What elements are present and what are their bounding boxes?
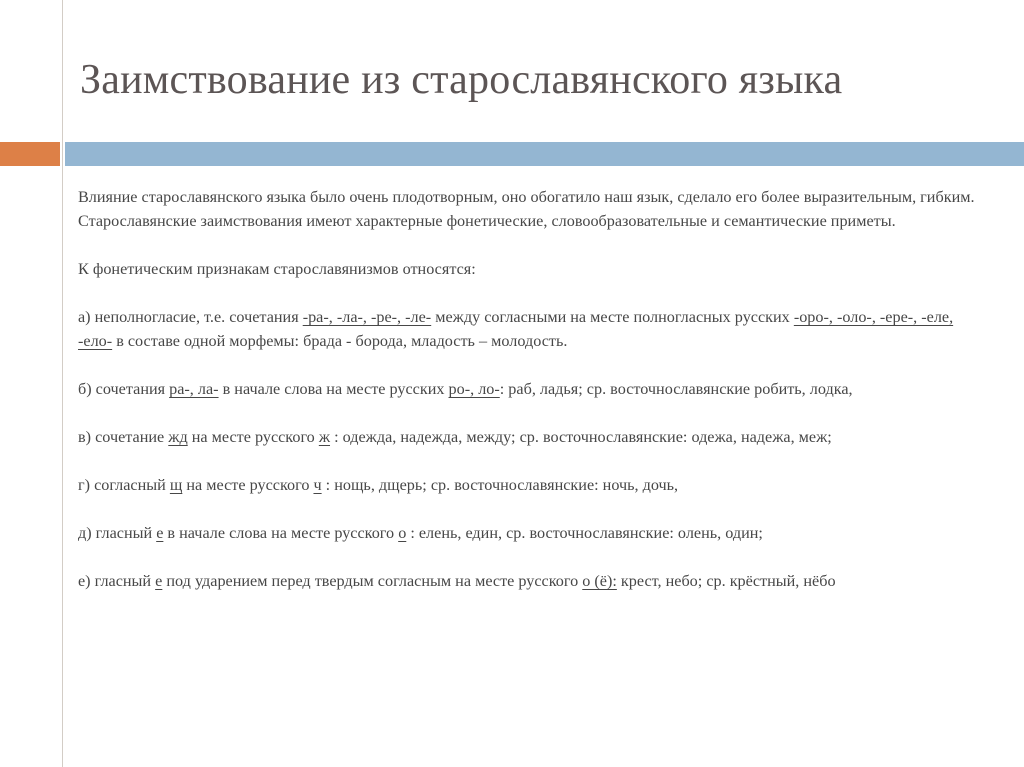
item-v-text: : одежда, надежда, между; ср. восточнославянские: одежа, надежа, меж; [330, 428, 832, 446]
item-d-underlined-1: е [156, 524, 164, 542]
lead-paragraph: К фонетическим признакам старославянизмов относятся: [78, 260, 476, 278]
accent-band-blue [65, 142, 1024, 166]
item-d-text: : елень, един, ср. восточнославянские: олень, один; [406, 524, 763, 542]
item-a-underlined-1: -ра-, -ла-, -ре-, -ле- [302, 308, 432, 326]
item-b-underlined-1: ра-, ла- [169, 380, 219, 398]
intro-paragraph [78, 185, 983, 233]
item-v-underlined-2: ж [318, 428, 331, 446]
item-v-text: в) сочетание [78, 428, 169, 446]
item-e-text: е) гласный [78, 572, 156, 590]
item-b-text: в начале слова на месте русских [218, 380, 449, 398]
item-a-text: в составе одной морфемы: брада - борода, младость – молодость. [112, 332, 568, 350]
item-d-underlined-2: о [398, 524, 407, 542]
item-v-text: на месте русского [187, 428, 319, 446]
item-a [78, 305, 983, 353]
accent-band-orange [0, 142, 60, 166]
item-e [78, 569, 983, 593]
item-g-text: г) согласный [78, 476, 170, 494]
item-b-text: : раб, ладья; ср. восточнославянские робить, лодка, [499, 380, 853, 398]
left-divider-line [62, 0, 63, 767]
slide-title: Заимствование из старославянского языка [80, 57, 843, 103]
item-d-text: в начале слова на месте русского [163, 524, 399, 542]
intro-line-2: Старославянские заимствования имеют характерные фонетические, словообразовательные и семантические приметы. [78, 212, 896, 230]
item-a-underlined-2: -оро-, -оло-, -ере-, -еле, -ело- [78, 308, 954, 350]
item-g [78, 473, 983, 497]
item-d-text: д) гласный [78, 524, 157, 542]
item-g-text: на месте русского [182, 476, 314, 494]
item-b-text: б) сочетания [78, 380, 170, 398]
item-e-text: крест, небо; ср. крёстный, нёбо [616, 572, 836, 590]
item-a-text: между согласными на месте полногласных русских [431, 308, 794, 326]
item-d [78, 521, 983, 545]
item-v [78, 425, 983, 449]
item-b-underlined-2: ро-, ло- [448, 380, 500, 398]
item-e-underlined-2: о (ё): [582, 572, 617, 590]
item-e-text: под ударением перед твердым согласным на месте русского [162, 572, 583, 590]
item-a-text: а) неполногласие, т.е. сочетания [78, 308, 303, 326]
item-e-underlined-1: е [155, 572, 163, 590]
item-g-underlined-2: ч [313, 476, 322, 494]
slide-body [78, 185, 983, 617]
item-g-underlined-1: щ [169, 476, 183, 494]
item-b [78, 377, 983, 401]
item-v-underlined-1: жд [168, 428, 188, 446]
intro-line-1: Влияние старославянского языка было очень плодотворным, оно обогатило наш язык, сделало его более выразительным, гибким. [78, 188, 975, 206]
item-g-text: : нощь, дщерь; ср. восточнославянские: ночь, дочь, [321, 476, 679, 494]
